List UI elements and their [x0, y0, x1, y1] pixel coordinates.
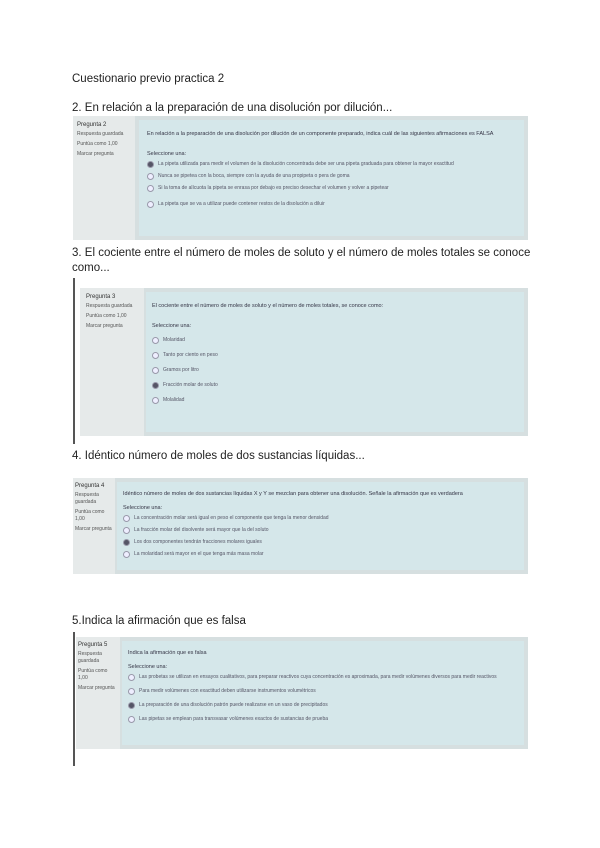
- question-prompt: Idéntico número de moles de dos sustancias líquidas X y Y se mezclan para obtener una disolución. Señale la afirmación que es verdadera: [123, 491, 463, 497]
- question-content: [146, 292, 524, 432]
- radio-icon[interactable]: [128, 674, 135, 681]
- select-label: Seleccione una:: [123, 505, 163, 511]
- question-content: [139, 120, 524, 236]
- margin-line: [73, 632, 75, 766]
- question-prompt: El cociente entre el número de moles de soluto y el número de moles totales, se conoce como:: [152, 303, 384, 309]
- screenshot-question-3: [80, 288, 528, 436]
- option-item[interactable]: La concentración molar será igual en peso el componente que tenga la menor densidad: [123, 514, 518, 522]
- question-status: Respuesta guardada: [78, 651, 102, 664]
- option-item[interactable]: Los dos componentes tendrán fracciones molares iguales: [123, 538, 518, 546]
- question-info-panel: [80, 288, 144, 436]
- radio-icon[interactable]: [128, 688, 135, 695]
- question-heading: 5.Indica la afirmación que es falsa: [72, 615, 246, 627]
- select-label: Seleccione una:: [128, 664, 168, 670]
- question-content: [122, 641, 524, 745]
- screenshot-question-4: [73, 478, 528, 574]
- question-number: Pregunta 5: [78, 642, 108, 648]
- question-heading: 3. El cociente entre el número de moles de soluto y el número de moles totales se conoce como...: [72, 247, 531, 274]
- question-number: Pregunta 4: [75, 483, 105, 489]
- select-label: Seleccione una:: [147, 151, 187, 157]
- radio-icon[interactable]: [123, 515, 130, 522]
- radio-icon[interactable]: [152, 367, 159, 374]
- flag-question[interactable]: Marcar pregunta: [86, 323, 123, 329]
- option-item[interactable]: Molalidad: [152, 396, 518, 404]
- radio-selected-icon[interactable]: [123, 539, 130, 546]
- radio-icon[interactable]: [147, 173, 154, 180]
- screenshot-question-5: [76, 637, 528, 749]
- question-heading: 4. Idéntico número de moles de dos sustancias líquidas...: [72, 450, 365, 462]
- question-number: Pregunta 2: [77, 122, 107, 128]
- radio-selected-icon[interactable]: [152, 382, 159, 389]
- radio-icon[interactable]: [152, 352, 159, 359]
- option-item[interactable]: Si la toma de alícuota la pipeta se enrasa por debajo es preciso desechar el volumen y volver a pipetear: [147, 184, 516, 192]
- question-info-panel: [73, 478, 115, 574]
- question-score: Puntúa como 1,00: [77, 141, 118, 147]
- option-item[interactable]: Las pipetas se emplean para transvasar volúmenes exactos de sustancias de prueba: [128, 715, 518, 723]
- radio-selected-icon[interactable]: [147, 161, 154, 168]
- question-content: [117, 482, 524, 570]
- radio-icon[interactable]: [123, 551, 130, 558]
- question-number: Pregunta 3: [86, 294, 116, 300]
- option-item[interactable]: Fracción molar de soluto: [152, 381, 518, 389]
- option-item[interactable]: La fracción molar del disolvente será mayor que la del soluto: [123, 526, 518, 534]
- question-status: Respuesta guardada: [86, 303, 133, 309]
- flag-question[interactable]: Marcar pregunta: [78, 685, 115, 691]
- option-item[interactable]: La pipeta utilizada para medir el volumen de la disolución concentrada debe ser una pipeta graduada para obtener la mayor exactitud: [147, 160, 516, 168]
- question-status: Respuesta guardada: [75, 492, 99, 505]
- radio-selected-icon[interactable]: [128, 702, 135, 709]
- option-item[interactable]: Gramos por litro: [152, 366, 518, 374]
- flag-question[interactable]: Marcar pregunta: [75, 526, 112, 532]
- option-item[interactable]: La pipeta que se va a utilizar puede contener restos de la disolución a diluir: [147, 200, 516, 208]
- screenshot-question-2: [73, 116, 528, 240]
- question-status: Respuesta guardada: [77, 131, 124, 137]
- radio-icon[interactable]: [147, 185, 154, 192]
- option-item[interactable]: Para medir volúmenes con exactitud deben utilizarse instrumentos volumétricos: [128, 687, 518, 695]
- question-score: Puntúa como 1,00: [86, 313, 127, 319]
- question-prompt: Indica la afirmación que es falsa: [128, 650, 207, 656]
- question-score: Puntúa como 1,00: [75, 509, 105, 522]
- radio-icon[interactable]: [152, 337, 159, 344]
- option-item[interactable]: La preparación de una disolución patrón puede realizarse en un vaso de precipitados: [128, 701, 518, 709]
- radio-icon[interactable]: [123, 527, 130, 534]
- question-prompt: En relación a la preparación de una disolución por dilución de un componente preparado, indica cuál de las siguientes afirmaciones es FALSA: [147, 131, 494, 137]
- document-title: Cuestionario previo practica 2: [72, 73, 225, 85]
- flag-question[interactable]: Marcar pregunta: [77, 151, 114, 157]
- question-score: Puntúa como 1,00: [78, 668, 108, 681]
- radio-icon[interactable]: [128, 716, 135, 723]
- margin-line: [73, 278, 75, 444]
- option-item[interactable]: Nunca se pipetea con la boca, siempre con la ayuda de una propipeta o pera de goma: [147, 172, 516, 180]
- select-label: Seleccione una:: [152, 323, 192, 329]
- option-item[interactable]: La molaridad será mayor en el que tenga más masa molar: [123, 550, 518, 558]
- question-info-panel: [76, 637, 120, 749]
- question-heading: 2. En relación a la preparación de una disolución por dilución...: [72, 102, 393, 114]
- radio-icon[interactable]: [147, 201, 154, 208]
- option-item[interactable]: Las probetas se utilizan en ensayos cualitativos, para preparar reactivos cuya concentración es aproximada, para medir volúmenes diversos para medir reactivos: [128, 673, 518, 681]
- question-info-panel: [73, 116, 135, 240]
- radio-icon[interactable]: [152, 397, 159, 404]
- option-item[interactable]: Molaridad: [152, 336, 518, 344]
- option-item[interactable]: Tanto por ciento en peso: [152, 351, 518, 359]
